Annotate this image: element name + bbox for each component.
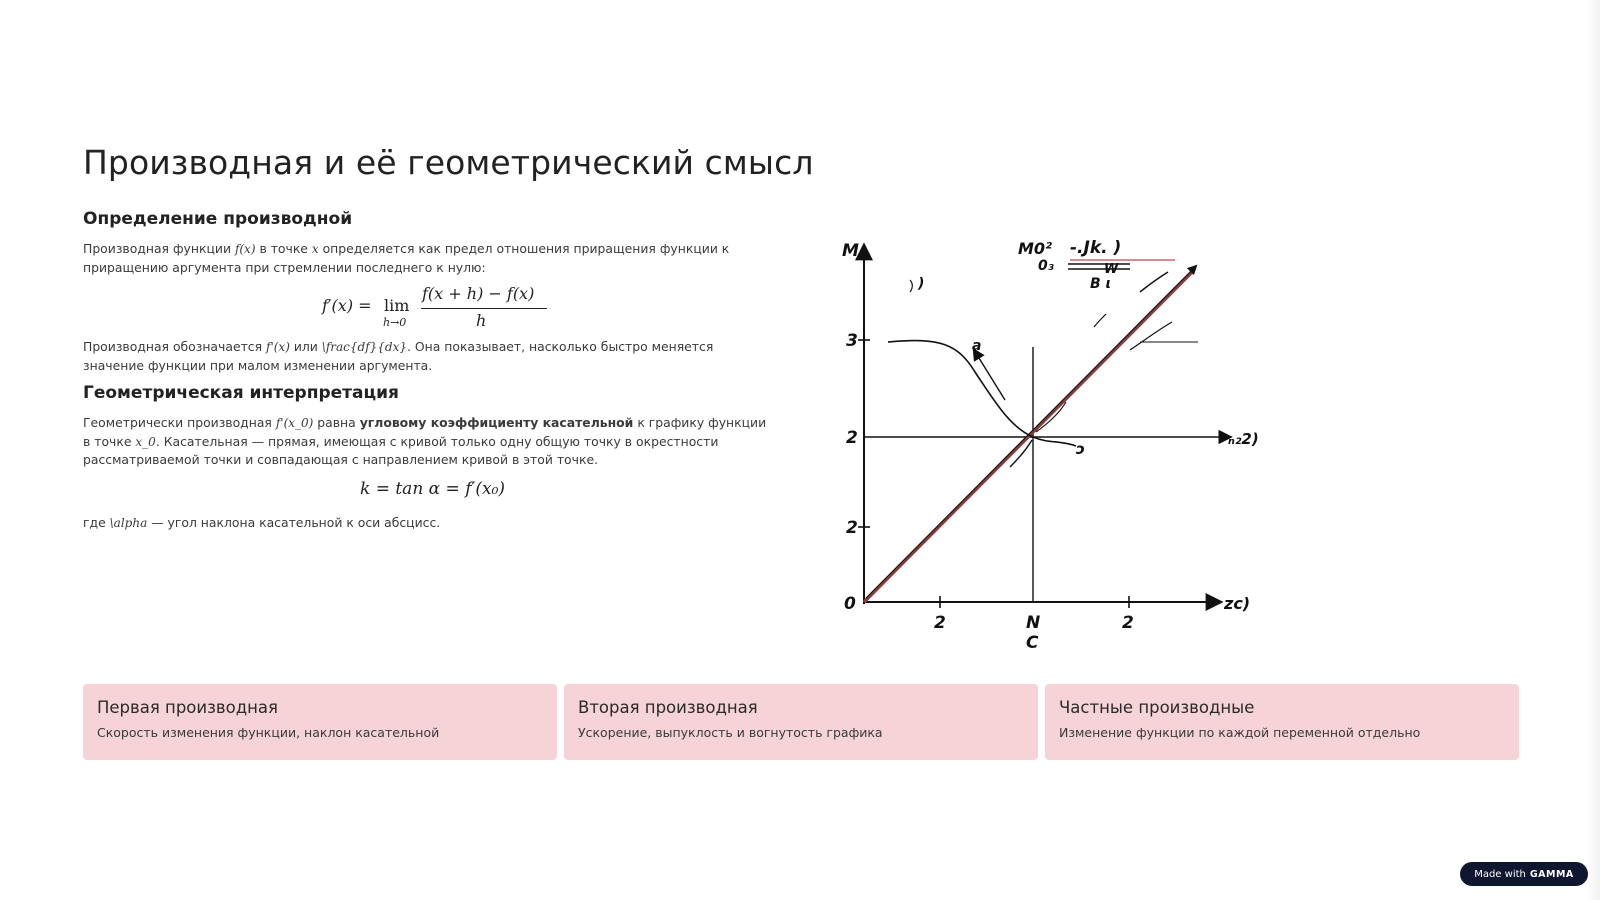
notation-paragraph: Производная обозначается f'(x) или \frac{df}{dx}. Она показывает, насколько быстро меняется значение функции при малом изменении аргумента. (83, 339, 714, 373)
origin-label: 0 (844, 594, 856, 614)
formula-lim-sub: h→0 (383, 316, 407, 329)
curve-label-a: a (972, 338, 982, 354)
tangent-sketch-illustration (840, 232, 1260, 662)
mid-axis-label: ₙ₂2) (1228, 430, 1259, 448)
derivative-limit-formula (322, 284, 552, 334)
card-first-derivative (83, 684, 557, 760)
alpha-note: где \alpha — угол наклона касательной к оси абсцисс. (83, 515, 441, 530)
top-formula-c: -.Jk. ) (1070, 238, 1122, 258)
formula-lhs: f′(x) = (322, 296, 372, 315)
slide-title: Производная и её геометрический смысл (83, 143, 814, 182)
card-second-derivative (564, 684, 1038, 760)
tangent-line-outline (866, 266, 1196, 598)
made-with-gamma-badge[interactable] (1460, 862, 1588, 886)
function-curve (888, 341, 1076, 446)
formula-lim: lim (384, 296, 410, 315)
y-tick-label-2b: 2 (846, 518, 858, 538)
fraction-bar (421, 308, 547, 309)
sketch-mark (1140, 272, 1168, 292)
x-sub-label: C (1026, 633, 1039, 653)
slope-formula: k = tan α = f′(x₀) (360, 479, 506, 499)
sketch-label-o: ɔ (1076, 440, 1085, 458)
card-title: Вторая производная (578, 698, 758, 717)
page-edge-shadow (1586, 0, 1600, 900)
x-tick-label-n: N (1026, 613, 1041, 633)
x-tick-label-2a: 2 (934, 613, 946, 633)
y-tick-label-2a: 2 (846, 428, 858, 448)
sketch-mark (1036, 402, 1066, 432)
x-axis-label: zc) (1224, 594, 1251, 613)
card-description: Изменение функции по каждой переменной отдельно (1059, 725, 1421, 740)
definition-paragraph: Производная функции f(x) в точке x определяется как предел отношения приращения функции к приращению аргумента при стремлении последнего к нулю: (83, 241, 730, 275)
card-description: Ускорение, выпуклость и вогнутость графика (578, 725, 883, 740)
geometry-paragraph: Геометрически производная f'(x_0) равна угловому коэффициенту касательной к графику функции в точке x_0. Касательная — прямая, имеющая с кривой только одну общую точку в окрестности рассматриваемой точки и совпадающая с направлением кривой в этой точке. (83, 415, 767, 467)
formula-numerator: f(x + h) − f(x) (422, 284, 535, 303)
gamma-logo-text: GAMMA (1529, 868, 1574, 880)
top-formula-b: 0₃ (1038, 258, 1054, 274)
card-partial-derivatives (1045, 684, 1519, 760)
sketch-mark (910, 280, 912, 292)
top-formula-a: M0² (1018, 239, 1053, 258)
card-title: Первая производная (97, 698, 278, 717)
geometry-heading: Геометрическая интерпретация (83, 383, 399, 403)
sketch-label-j: ) (918, 276, 925, 292)
y-tick-label-3: 3 (846, 331, 858, 351)
formula-denominator: h (476, 311, 487, 330)
sketch-mark (1094, 314, 1106, 327)
card-description: Скорость изменения функции, наклон касательной (97, 725, 440, 740)
y-axis-label: M (842, 241, 859, 261)
tangent-line (864, 270, 1194, 602)
top-formula-e: B ι (1090, 276, 1111, 292)
definition-heading: Определение производной (83, 209, 353, 229)
card-title: Частные производные (1059, 698, 1255, 717)
top-formula-d: W (1104, 262, 1119, 277)
badge-prefix: Made with (1474, 868, 1526, 880)
x-tick-label-2b: 2 (1122, 613, 1134, 633)
